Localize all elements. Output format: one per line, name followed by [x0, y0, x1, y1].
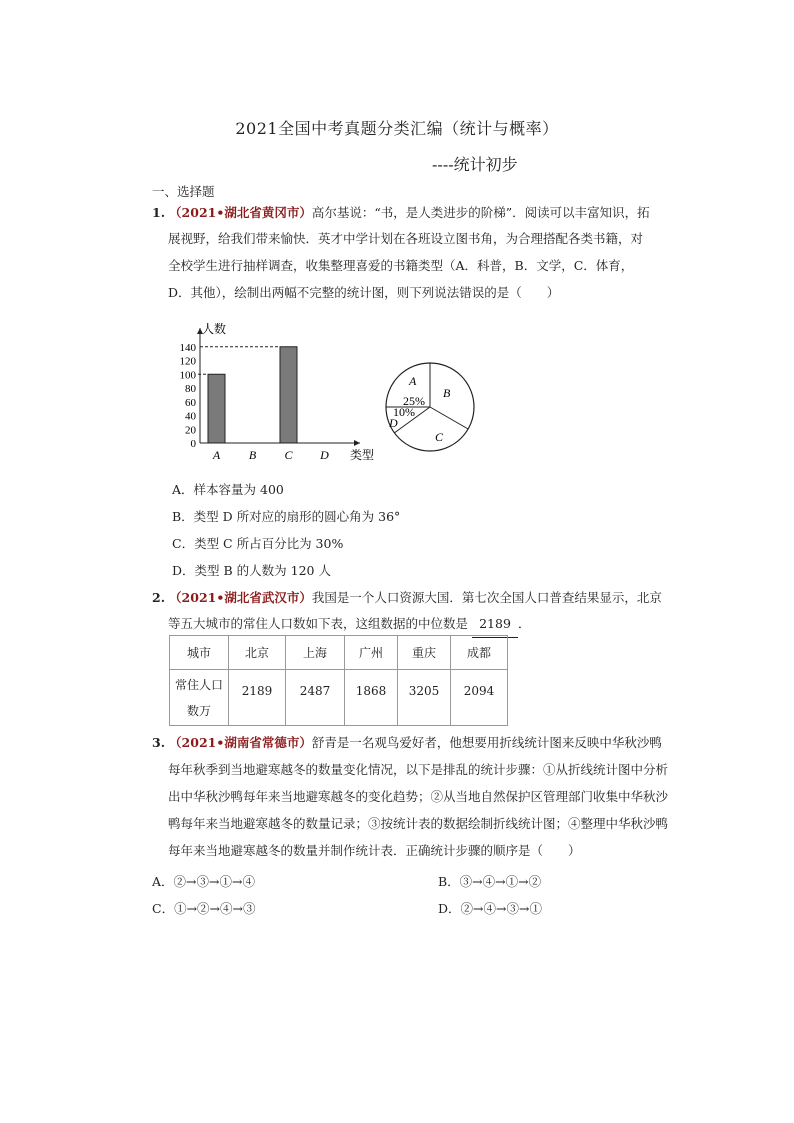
y-tick-label: 0: [190, 438, 196, 450]
table-header-cell: 重庆: [398, 636, 451, 670]
option-c[interactable]: C．类型 C 所占百分比为 30%: [172, 536, 344, 551]
question-1-line-1: [152, 200, 650, 226]
question-text: 舒青是一名观鸟爱好者，他想要用折线统计图来反映中华秋沙鸭: [311, 735, 662, 750]
question-source: （2021•湖南省常德市）: [169, 735, 312, 750]
bar: [208, 374, 225, 443]
section-heading: 一、选择题: [152, 184, 215, 199]
table-header-cell: 城市: [170, 636, 229, 670]
question-number: 1.: [152, 205, 166, 220]
question-3-line-1: [152, 730, 662, 756]
table-cell: 2487: [286, 670, 345, 726]
pie-value-label: 10%: [393, 405, 415, 419]
pie-chart: [375, 355, 485, 465]
page-subtitle: ----统计初步: [432, 155, 518, 174]
y-tick-label: 140: [179, 341, 196, 354]
question-3-line-4: 鸭每年来当地避寒越冬的数量记录；③按统计表的数据绘制折线统计图；④整理中华秋沙鸭: [168, 816, 669, 831]
option-d[interactable]: D．②→④→③→①: [438, 901, 542, 916]
bar: [280, 347, 297, 443]
question-3-line-2: 每年秋季到当地避寒越冬的数量变化情况，以下是排乱的统计步骤：①从折线统计图中分析: [168, 762, 669, 777]
question-1-line-2: 展视野，给我们带来愉快．英才中学计划在各班设立图书角，为合理搭配各类书籍，对: [168, 231, 644, 246]
population-table: [169, 635, 508, 726]
option-b[interactable]: B．③→④→①→②: [438, 874, 542, 889]
pie-slice-label: C: [435, 430, 444, 444]
pie-value-label: 25%: [403, 394, 425, 408]
table-header-cell: 成都: [451, 636, 508, 670]
question-text: 我国是一个人口资源大国．第七次全国人口普查结果显示，北京: [311, 590, 662, 605]
x-tick-label: C: [284, 448, 293, 462]
y-tick-label: 20: [185, 424, 196, 437]
x-axis-arrow: [354, 440, 360, 446]
table-cell: 3205: [398, 670, 451, 726]
pie-slice-label: B: [443, 386, 451, 400]
table-header-cell: 北京: [229, 636, 286, 670]
option-d[interactable]: D．类型 B 的人数为 120 人: [172, 563, 331, 578]
y-axis-label: 人数: [202, 322, 227, 336]
x-tick-label: D: [320, 448, 329, 462]
table-cell: 2189: [229, 670, 286, 726]
option-a[interactable]: A．②→③→①→④: [152, 874, 255, 889]
question-end: ．: [518, 616, 531, 631]
table-header-cell: 上海: [286, 636, 345, 670]
y-tick-label: 120: [179, 355, 196, 368]
pie-slice-label: A: [409, 374, 417, 388]
question-number: 3.: [152, 735, 166, 750]
table-header-cell: 广州: [345, 636, 398, 670]
question-3-line-3: 出中华秋沙鸭每年来当地避寒越冬的变化趋势；②从当地自然保护区管理部门收集中华秋沙: [168, 789, 669, 804]
table-cell: 2094: [451, 670, 508, 726]
table-header-row: [170, 636, 508, 670]
question-text: 高尔基说：“书，是人类进步的阶梯”．阅读可以丰富知识，拓: [311, 205, 650, 220]
question-2-line-2: [168, 611, 531, 638]
x-tick-label: B: [248, 448, 257, 462]
question-number: 2.: [152, 590, 166, 605]
bar-chart: [160, 318, 390, 468]
table-row: [170, 670, 508, 726]
x-tick-label: A: [212, 448, 221, 462]
question-source: （2021•湖北省武汉市）: [169, 590, 312, 605]
x-axis-label: 类型: [350, 448, 375, 462]
y-tick-label: 100: [179, 369, 196, 382]
question-source: （2021•湖北省黄冈市）: [169, 205, 312, 220]
question-1-line-3: 全校学生进行抽样调查，收集整理喜爱的书籍类型（A．科普，B．文学，C．体育，: [168, 258, 634, 273]
pie-slice-label: D: [389, 416, 398, 430]
y-tick-label: 60: [185, 396, 196, 409]
row-label-line: 常住人口: [174, 677, 223, 692]
answer-blank: 2189: [472, 611, 518, 638]
table-cell: 1868: [345, 670, 398, 726]
question-2-line-1: [152, 585, 662, 611]
question-1-line-4: D．其他），绘制出两幅不完整的统计图，则下列说法错误的是（ ）: [168, 285, 560, 300]
option-c[interactable]: C．①→②→④→③: [152, 901, 256, 916]
page-title: 2021全国中考真题分类汇编（统计与概率）: [235, 119, 559, 138]
question-text: 等五大城市的常住人口数如下表，这组数据的中位数是: [168, 616, 469, 631]
option-b[interactable]: B．类型 D 所对应的扇形的圆心角为 36°: [172, 509, 401, 524]
row-label-line: 数万: [186, 703, 211, 718]
question-3-line-5: 每年来当地避寒越冬的数量并制作统计表．正确统计步骤的顺序是（ ）: [168, 843, 581, 858]
table-row-label: [170, 670, 229, 726]
option-a[interactable]: A．样本容量为 400: [172, 482, 284, 497]
y-tick-label: 40: [185, 410, 196, 423]
y-tick-label: 80: [185, 383, 196, 395]
